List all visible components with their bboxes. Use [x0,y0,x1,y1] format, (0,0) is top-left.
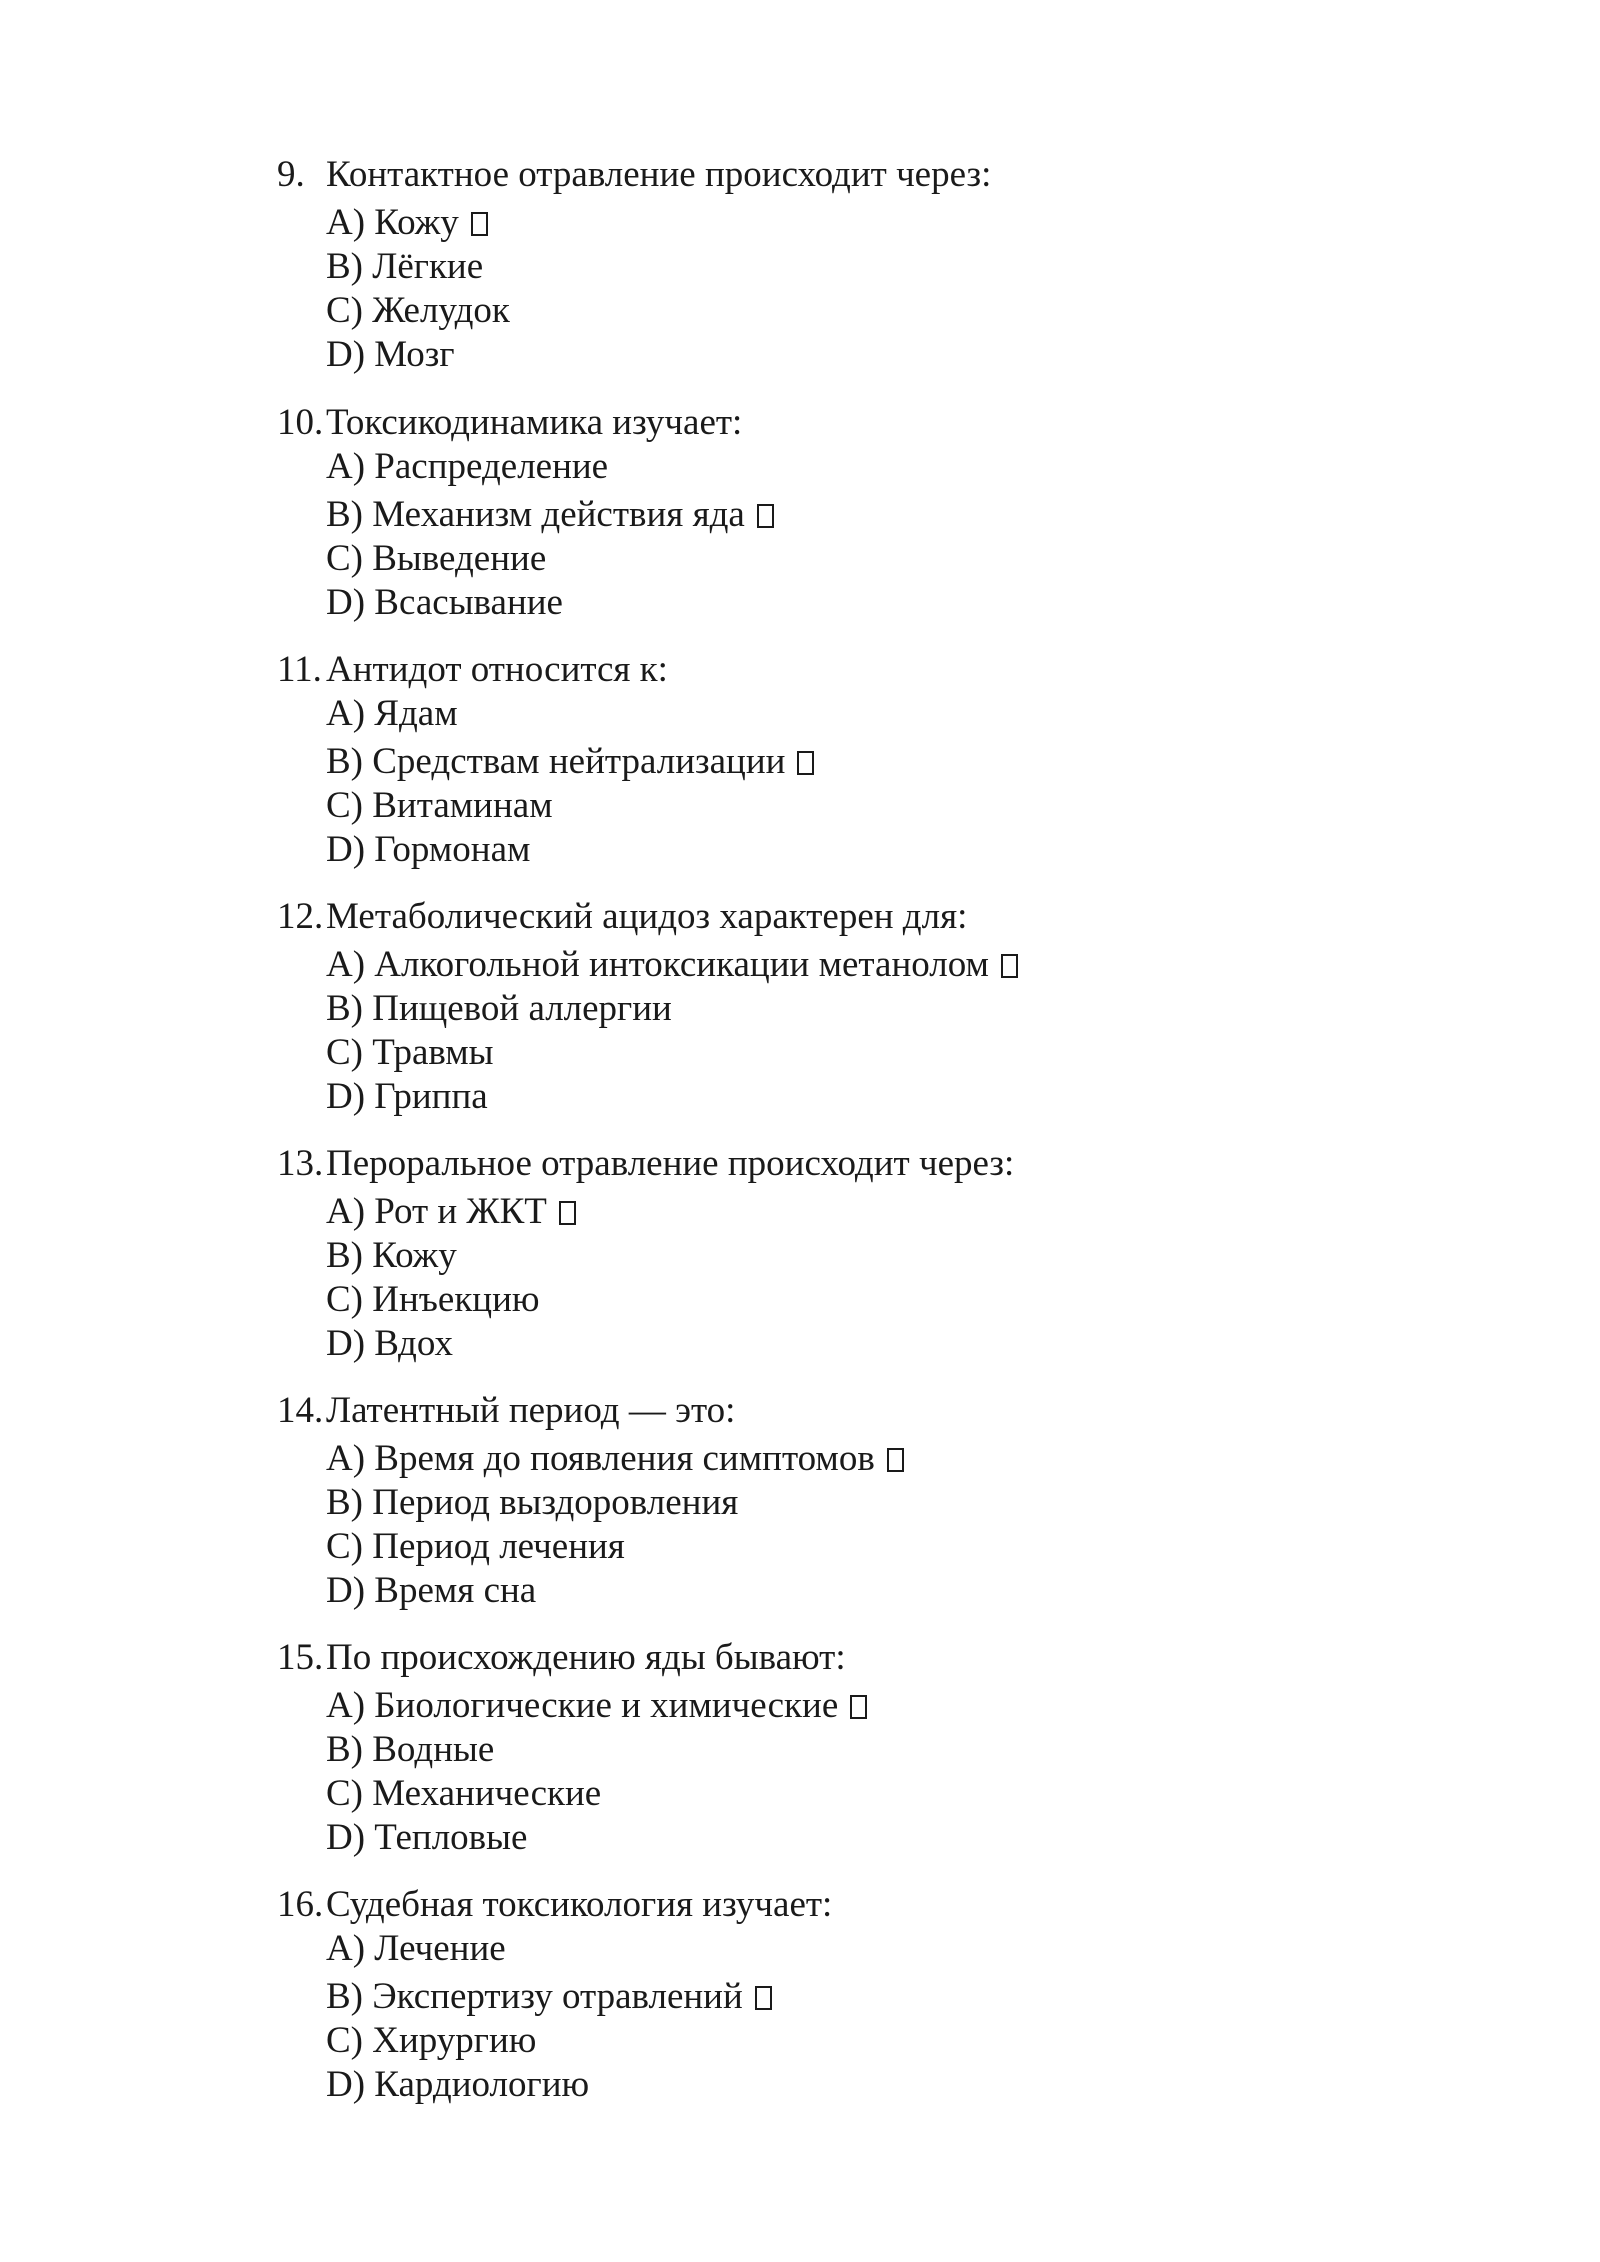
question-text: Токсикодинамика изучает: [326,402,743,443]
question-line [277,648,1377,692]
question-number: 11. [277,649,322,690]
answer-text: A) Лечение [326,1928,506,1969]
question-16 [277,1883,1377,2107]
answer-option-c [326,289,1377,333]
answer-option-b [326,1975,1377,2019]
question-9 [277,153,1377,377]
question-line [277,1636,1377,1680]
answer-options [326,1437,1377,1613]
answer-options [326,943,1377,1119]
answer-option-c [326,2019,1377,2063]
question-text: Судебная токсикология изучает: [326,1884,833,1925]
question-13 [277,1142,1377,1366]
answer-text: D) Вдох [326,1323,453,1364]
answer-text: C) Период лечения [326,1526,625,1567]
answer-text: B) Экспертизу отравлений [326,1976,743,2017]
question-line [277,895,1377,939]
answer-text: D) Всасывание [326,582,563,623]
answer-text: C) Выведение [326,538,547,579]
question-text: Латентный период — это: [326,1390,736,1431]
question-text: Метаболический ацидоз характерен для: [326,896,968,937]
question-line [277,401,1377,445]
answer-mark-icon [887,1448,904,1472]
question-line [277,153,1377,197]
answer-text: C) Хирургию [326,2020,537,2061]
answer-option-c [326,1772,1377,1816]
answer-option-c [326,1031,1377,1075]
answer-option-a [326,692,1377,736]
answer-mark-icon [471,212,488,236]
question-text: Контактное отравление происходит через: [326,154,992,195]
answer-option-b [326,1481,1377,1525]
answer-option-d [326,1322,1377,1366]
answer-text: D) Мозг [326,334,455,375]
answer-text: A) Распределение [326,446,609,487]
question-number: 10. [277,402,324,443]
question-text: Пероральное отравление происходит через: [326,1143,1015,1184]
answer-option-b [326,493,1377,537]
answer-text: B) Средствам нейтрализации [326,741,786,782]
question-10 [277,401,1377,625]
answer-mark-icon [850,1695,867,1719]
answer-option-d [326,2063,1377,2107]
answer-text: C) Инъекцию [326,1279,540,1320]
question-number: 13. [277,1143,324,1184]
answer-option-a [326,445,1377,489]
answer-option-b [326,245,1377,289]
question-text: Антидот относится к: [326,649,668,690]
answer-option-c [326,784,1377,828]
answer-text: D) Время сна [326,1570,537,1611]
answer-options [326,201,1377,377]
question-line [277,1142,1377,1186]
answer-text: B) Механизм действия яда [326,494,745,535]
answer-option-d [326,1075,1377,1119]
question-number: 12. [277,896,324,937]
answer-text: A) Алкогольной интоксикации метанолом [326,944,989,985]
answer-option-b [326,987,1377,1031]
answer-text: A) Время до появления симптомов [326,1438,875,1479]
answer-options [326,1684,1377,1860]
question-text: По происхождению яды бывают: [326,1637,846,1678]
question-number: 16. [277,1884,324,1925]
answer-option-c [326,537,1377,581]
question-14 [277,1389,1377,1613]
answer-text: C) Витаминам [326,785,553,826]
answer-text: D) Гормонам [326,829,531,870]
answer-option-a [326,943,1377,987]
answer-option-d [326,1569,1377,1613]
answer-mark-icon [797,751,814,775]
answer-option-b [326,1728,1377,1772]
answer-option-d [326,333,1377,377]
answer-option-a [326,1190,1377,1234]
answer-text: B) Лёгкие [326,246,484,287]
answer-option-a [326,1437,1377,1481]
answer-option-d [326,1816,1377,1860]
answer-option-a [326,1684,1377,1728]
answer-text: B) Кожу [326,1235,457,1276]
question-line [277,1389,1377,1433]
question-number: 15. [277,1637,324,1678]
answer-mark-icon [755,1986,772,2010]
answer-text: B) Период выздоровления [326,1482,739,1523]
answer-text: B) Водные [326,1729,495,1770]
question-number: 9. [277,154,305,195]
answer-options [326,1927,1377,2107]
answer-text: A) Биологические и химические [326,1685,839,1726]
answer-mark-icon [559,1201,576,1225]
answer-options [326,1190,1377,1366]
question-15 [277,1636,1377,1860]
answer-text: A) Рот и ЖКТ [326,1191,547,1232]
answer-option-b [326,1234,1377,1278]
answer-text: C) Механические [326,1773,602,1814]
answer-option-a [326,201,1377,245]
answer-option-c [326,1278,1377,1322]
answer-options [326,445,1377,625]
answer-option-a [326,1927,1377,1971]
answer-option-d [326,581,1377,625]
answer-option-c [326,1525,1377,1569]
question-11 [277,648,1377,872]
answer-mark-icon [757,504,774,528]
answer-text: A) Кожу [326,202,459,243]
answer-option-d [326,828,1377,872]
question-line [277,1883,1377,1927]
answer-text: C) Травмы [326,1032,494,1073]
answer-text: D) Кардиологию [326,2064,590,2105]
question-12 [277,895,1377,1119]
answer-text: C) Желудок [326,290,510,331]
answer-option-b [326,740,1377,784]
answer-options [326,692,1377,872]
answer-text: D) Гриппа [326,1076,488,1117]
answer-text: B) Пищевой аллергии [326,988,672,1029]
answer-mark-icon [1001,954,1018,978]
question-number: 14. [277,1390,324,1431]
answer-text: D) Тепловые [326,1817,528,1858]
answer-text: A) Ядам [326,693,458,734]
